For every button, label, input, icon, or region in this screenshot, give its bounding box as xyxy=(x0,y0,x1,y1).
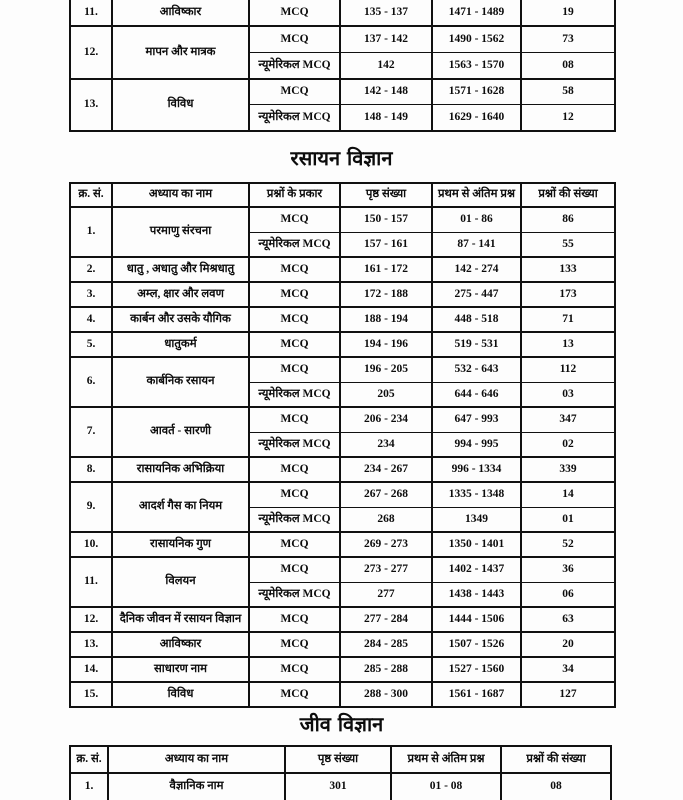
table-row xyxy=(70,607,615,632)
page-range-cell: 268 xyxy=(340,507,432,532)
question-range-cell: 1527 - 1560 xyxy=(432,657,521,682)
question-type-cell: न्यूमेरिकल MCQ xyxy=(249,382,340,407)
question-range-cell: 1350 - 1401 xyxy=(432,532,521,557)
chapter-name-cell: कार्बन और उसके यौगिक xyxy=(112,307,249,332)
page-range-cell: 194 - 196 xyxy=(340,332,432,357)
chapter-name-cell: वैज्ञानिक नाम xyxy=(108,773,285,800)
serial-number-cell: 4. xyxy=(70,307,112,332)
question-count-cell: 13 xyxy=(521,332,615,357)
header-cell: प्रश्नों की संख्या xyxy=(501,746,611,773)
serial-number-cell: 11. xyxy=(70,557,112,607)
serial-number-cell: 15. xyxy=(70,682,112,707)
table-row xyxy=(70,357,615,382)
question-count-cell: 55 xyxy=(521,232,615,257)
page-range-cell: 284 - 285 xyxy=(340,632,432,657)
page-range-cell: 206 - 234 xyxy=(340,407,432,432)
page-range-cell: 161 - 172 xyxy=(340,257,432,282)
question-type-cell: MCQ xyxy=(249,0,340,26)
chapter-name-cell: कार्बनिक रसायन xyxy=(112,357,249,407)
question-type-cell: MCQ xyxy=(249,26,340,52)
question-type-cell: MCQ xyxy=(249,407,340,432)
page-range-cell: 234 xyxy=(340,432,432,457)
question-count-cell: 02 xyxy=(521,432,615,457)
question-count-cell: 63 xyxy=(521,607,615,632)
chapter-name-cell: आदर्श गैस का नियम xyxy=(112,482,249,532)
question-type-cell: न्यूमेरिकल MCQ xyxy=(249,52,340,78)
header-cell: अध्याय का नाम xyxy=(112,183,249,207)
question-count-cell: 14 xyxy=(521,482,615,507)
question-type-cell: MCQ xyxy=(249,307,340,332)
question-count-cell: 34 xyxy=(521,657,615,682)
chapter-name-cell: आवर्त - सारणी xyxy=(112,407,249,457)
question-count-cell: 06 xyxy=(521,582,615,607)
question-range-cell: 01 - 86 xyxy=(432,207,521,232)
question-type-cell: MCQ xyxy=(249,282,340,307)
question-count-cell: 01 xyxy=(521,507,615,532)
question-range-cell: 644 - 646 xyxy=(432,382,521,407)
question-range-cell: 1402 - 1437 xyxy=(432,557,521,582)
page-range-cell: 135 - 137 xyxy=(340,0,432,26)
question-count-cell: 20 xyxy=(521,632,615,657)
question-range-cell: 519 - 531 xyxy=(432,332,521,357)
question-range-cell: 1471 - 1489 xyxy=(432,0,521,26)
serial-number-cell: 8. xyxy=(70,457,112,482)
serial-number-cell: 9. xyxy=(70,482,112,532)
chapter-name-cell: विविध xyxy=(112,79,249,131)
question-range-cell: 87 - 141 xyxy=(432,232,521,257)
question-range-cell: 1563 - 1570 xyxy=(432,52,521,78)
table-row xyxy=(70,657,615,682)
page-range-cell: 277 - 284 xyxy=(340,607,432,632)
question-type-cell: MCQ xyxy=(249,607,340,632)
question-count-cell: 127 xyxy=(521,682,615,707)
chapter-name-cell: परमाणु संरचना xyxy=(112,207,249,257)
question-count-cell: 52 xyxy=(521,532,615,557)
chapter-name-cell: विलयन xyxy=(112,557,249,607)
question-range-cell: 1444 - 1506 xyxy=(432,607,521,632)
question-type-cell: MCQ xyxy=(249,632,340,657)
serial-number-cell: 5. xyxy=(70,332,112,357)
table-row xyxy=(70,457,615,482)
serial-number-cell: 11. xyxy=(70,0,112,26)
table-row xyxy=(70,79,615,105)
question-type-cell: न्यूमेरिकल MCQ xyxy=(249,432,340,457)
chapter-name-cell: धातुकर्म xyxy=(112,332,249,357)
serial-number-cell: 13. xyxy=(70,79,112,131)
question-type-cell: MCQ xyxy=(249,657,340,682)
serial-number-cell: 1. xyxy=(70,773,108,800)
question-count-cell: 86 xyxy=(521,207,615,232)
table-row xyxy=(70,682,615,707)
question-type-cell: न्यूमेरिकल MCQ xyxy=(249,232,340,257)
serial-number-cell: 1. xyxy=(70,207,112,257)
serial-number-cell: 7. xyxy=(70,407,112,457)
question-range-cell: 1507 - 1526 xyxy=(432,632,521,657)
question-range-cell: 275 - 447 xyxy=(432,282,521,307)
biology-chapters-table xyxy=(69,745,612,800)
page-range-cell: 148 - 149 xyxy=(340,105,432,131)
page-range-cell: 142 - 148 xyxy=(340,79,432,105)
question-count-cell: 71 xyxy=(521,307,615,332)
table-row xyxy=(70,257,615,282)
table-row xyxy=(70,557,615,582)
table-row xyxy=(70,482,615,507)
page-range-cell: 205 xyxy=(340,382,432,407)
question-type-cell: MCQ xyxy=(249,482,340,507)
question-range-cell: 1349 xyxy=(432,507,521,532)
header-cell: पृष्ठ संख्या xyxy=(340,183,432,207)
page-range-cell: 273 - 277 xyxy=(340,557,432,582)
question-count-cell: 112 xyxy=(521,357,615,382)
serial-number-cell: 2. xyxy=(70,257,112,282)
table-header-row xyxy=(70,746,611,773)
table-row xyxy=(70,26,615,52)
header-cell: प्रश्नों की संख्या xyxy=(521,183,615,207)
page-range-cell: 269 - 273 xyxy=(340,532,432,557)
page-range-cell: 196 - 205 xyxy=(340,357,432,382)
table-row xyxy=(70,632,615,657)
serial-number-cell: 13. xyxy=(70,632,112,657)
question-range-cell: 996 - 1334 xyxy=(432,457,521,482)
page-range-cell: 188 - 194 xyxy=(340,307,432,332)
question-type-cell: MCQ xyxy=(249,457,340,482)
question-range-cell: 448 - 518 xyxy=(432,307,521,332)
biology-section-heading: जीव विज्ञान xyxy=(299,712,384,736)
page-range-cell: 301 xyxy=(285,773,391,800)
chapter-name-cell: दैनिक जीवन में रसायन विज्ञान xyxy=(112,607,249,632)
page-range-cell: 285 - 288 xyxy=(340,657,432,682)
question-type-cell: MCQ xyxy=(249,357,340,382)
question-range-cell: 1490 - 1562 xyxy=(432,26,521,52)
chemistry-section-heading: रसायन विज्ञान xyxy=(290,146,393,170)
question-count-cell: 08 xyxy=(501,773,611,800)
serial-number-cell: 3. xyxy=(70,282,112,307)
chapter-name-cell: रासायनिक अभिक्रिया xyxy=(112,457,249,482)
question-count-cell: 133 xyxy=(521,257,615,282)
page-range-cell: 142 xyxy=(340,52,432,78)
page-range-cell: 234 - 267 xyxy=(340,457,432,482)
page-range-cell: 277 xyxy=(340,582,432,607)
page-range-cell: 288 - 300 xyxy=(340,682,432,707)
chapter-name-cell: आविष्कार xyxy=(112,0,249,26)
chapter-name-cell: आविष्कार xyxy=(112,632,249,657)
chemistry-chapters-table xyxy=(69,182,616,708)
serial-number-cell: 6. xyxy=(70,357,112,407)
table-row xyxy=(70,307,615,332)
question-range-cell: 994 - 995 xyxy=(432,432,521,457)
question-range-cell: 532 - 643 xyxy=(432,357,521,382)
question-count-cell: 12 xyxy=(521,105,615,131)
question-range-cell: 1335 - 1348 xyxy=(432,482,521,507)
header-cell: पृष्ठ संख्या xyxy=(285,746,391,773)
table-row xyxy=(70,207,615,232)
chapter-name-cell: विविध xyxy=(112,682,249,707)
question-count-cell: 03 xyxy=(521,382,615,407)
table-header-row xyxy=(70,183,615,207)
serial-number-cell: 12. xyxy=(70,26,112,78)
question-type-cell: MCQ xyxy=(249,207,340,232)
question-type-cell: MCQ xyxy=(249,257,340,282)
table-row xyxy=(70,407,615,432)
question-range-cell: 1561 - 1687 xyxy=(432,682,521,707)
table-row xyxy=(70,532,615,557)
question-count-cell: 339 xyxy=(521,457,615,482)
question-range-cell: 647 - 993 xyxy=(432,407,521,432)
page-range-cell: 137 - 142 xyxy=(340,26,432,52)
question-range-cell: 1438 - 1443 xyxy=(432,582,521,607)
question-range-cell: 142 - 274 xyxy=(432,257,521,282)
question-count-cell: 73 xyxy=(521,26,615,52)
serial-number-cell: 10. xyxy=(70,532,112,557)
question-count-cell: 347 xyxy=(521,407,615,432)
question-range-cell: 1629 - 1640 xyxy=(432,105,521,131)
table-row xyxy=(70,332,615,357)
header-cell: प्रश्नों के प्रकार xyxy=(249,183,340,207)
page-range-cell: 150 - 157 xyxy=(340,207,432,232)
question-type-cell: न्यूमेरिकल MCQ xyxy=(249,105,340,131)
header-cell: क्र. सं. xyxy=(70,183,112,207)
question-type-cell: MCQ xyxy=(249,532,340,557)
question-range-cell: 01 - 08 xyxy=(391,773,501,800)
question-count-cell: 08 xyxy=(521,52,615,78)
chapter-name-cell: रासायनिक गुण xyxy=(112,532,249,557)
header-cell: अध्याय का नाम xyxy=(108,746,285,773)
header-cell: प्रथम से अंतिम प्रश्न xyxy=(432,183,521,207)
header-cell: प्रथम से अंतिम प्रश्न xyxy=(391,746,501,773)
question-type-cell: न्यूमेरिकल MCQ xyxy=(249,582,340,607)
serial-number-cell: 12. xyxy=(70,607,112,632)
table-row xyxy=(70,282,615,307)
question-count-cell: 58 xyxy=(521,79,615,105)
page-range-cell: 157 - 161 xyxy=(340,232,432,257)
table-row xyxy=(70,0,615,26)
page-range-cell: 267 - 268 xyxy=(340,482,432,507)
page-range-cell: 172 - 188 xyxy=(340,282,432,307)
header-cell: क्र. सं. xyxy=(70,746,108,773)
table-row xyxy=(70,773,611,800)
question-type-cell: न्यूमेरिकल MCQ xyxy=(249,507,340,532)
question-count-cell: 19 xyxy=(521,0,615,26)
question-type-cell: MCQ xyxy=(249,79,340,105)
question-type-cell: MCQ xyxy=(249,682,340,707)
chapter-name-cell: अम्ल, क्षार और लवण xyxy=(112,282,249,307)
chapter-name-cell: साधारण नाम xyxy=(112,657,249,682)
question-type-cell: MCQ xyxy=(249,332,340,357)
question-count-cell: 173 xyxy=(521,282,615,307)
chapter-name-cell: धातु , अधातु और मिश्रधातु xyxy=(112,257,249,282)
question-range-cell: 1571 - 1628 xyxy=(432,79,521,105)
question-count-cell: 36 xyxy=(521,557,615,582)
chapter-name-cell: मापन और मात्रक xyxy=(112,26,249,78)
question-type-cell: MCQ xyxy=(249,557,340,582)
serial-number-cell: 14. xyxy=(70,657,112,682)
physics-continuation-table xyxy=(69,0,616,132)
